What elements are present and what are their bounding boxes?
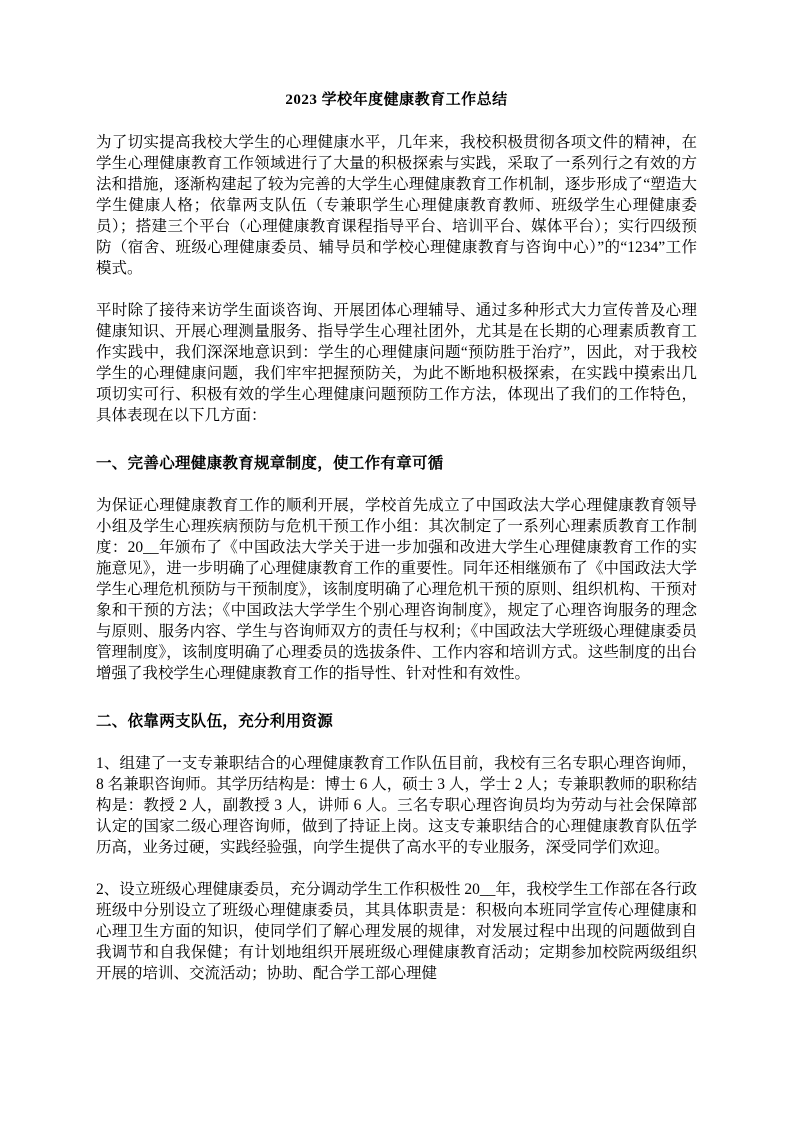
paragraph-overview: 平时除了接待来访学生面谈咨询、开展团体心理辅导、通过多种形式大力宣传普及心理健康知识、开展心理测量服务、指导学生心理社团外，尤其是在长期的心理素质教育工作实践中，我们深深地意识到：学生的心理健康问题“预防胜于治疗”，因此，对于我校学生的心理健康问题，我们牢牢把握预防关，为此不断地积极探索，在实践中摸索出几项切实可行、积极有效的学生心理健康问题预防工作方法，体现出了我们的工作特色，具体表现在以下几方面：	[96, 302, 697, 424]
paragraph-section-1: 为保证心理健康教育工作的顺利开展，学校首先成立了中国政法大学心理健康教育领导小组及学生心理疾病预防与危机干预工作小组：其次制定了一系列心理素质教育工作制度：20__年颁布了《中国政法大学关于进一步加强和改进大学生心理健康教育工作的实施意见》，进一步明确了心理健康教育工作的重要性。同年还相继颁布了《中国政法大学学生心理危机预防与干预制度》，该制度明确了心理危机干预的原则、组织机构、干预对象和干预的方法；《中国政法大学学生个别心理咨询制度》，规定了心理咨询服务的理念与原则、服务内容、学生与咨询师双方的责任与权利；《中国政法大学班级心理健康委员管理制度》，该制度明确了心理委员的选拔条件、工作内容和培训方式。这些制度的出台增强了我校学生心理健康教育工作的指导性、针对性和有效性。	[96, 497, 697, 682]
section-heading-2: 二、依靠两支队伍，充分利用资源	[96, 713, 334, 730]
paragraph-section-2-item-2: 2、设立班级心理健康委员，充分调动学生工作积极性 20__年，我校学生工作部在各行政班级中分别设立了班级心理健康委员，其具体职责是：积极向本班同学宣传心理健康和心理卫生方面的知识，使同学们了解心理发展的规律，对发展过程中出现的问题做到自我调节和自我保健；有计划地组织开展班级心理健康教育活动；定期参加校院两级组织开展的培训、交流活动；协助、配合学工部心理健	[96, 881, 697, 982]
paragraph-intro: 为了切实提高我校大学生的心理健康水平，几年来，我校积极贯彻各项文件的精神，在学生心理健康教育工作领域进行了大量的积极探索与实践，采取了一系列行之有效的方法和措施，逐渐构建起了较为完善的大学生心理健康教育工作机制，逐步形成了“塑造大学生健康人格；依靠两支队伍（专兼职学生心理健康教育教师、班级学生心理健康委员）；搭建三个平台（心理健康教育课程指导平台、培训平台、媒体平台）；实行四级预防（宿舍、班级心理健康委员、辅导员和学校心理健康教育与咨询中心）”的“1234”工作模式。	[96, 134, 697, 277]
paragraph-section-2-item-1: 1、组建了一支专兼职结合的心理健康教育工作队伍目前，我校有三名专职心理咨询师，8 名兼职咨询师。其学历结构是：博士 6 人，硕士 3 人，学士 2 人；专兼职教师的职称结构是：教授 2 人，副教授 3 人，讲师 6 人。三名专职心理咨询员均为劳动与社会保障部认定的国家二级心理咨询师，做到了持证上岗。这支专兼职结合的心理健康教育队伍学历高，业务过硬，实践经验强，向学生提供了高水平的专业服务，深受同学们欢迎。	[96, 755, 697, 856]
section-heading-1: 一、完善心理健康教育规章制度，使工作有章可循	[96, 455, 444, 472]
document-title: 2023 学校年度健康教育工作总结	[285, 92, 508, 108]
